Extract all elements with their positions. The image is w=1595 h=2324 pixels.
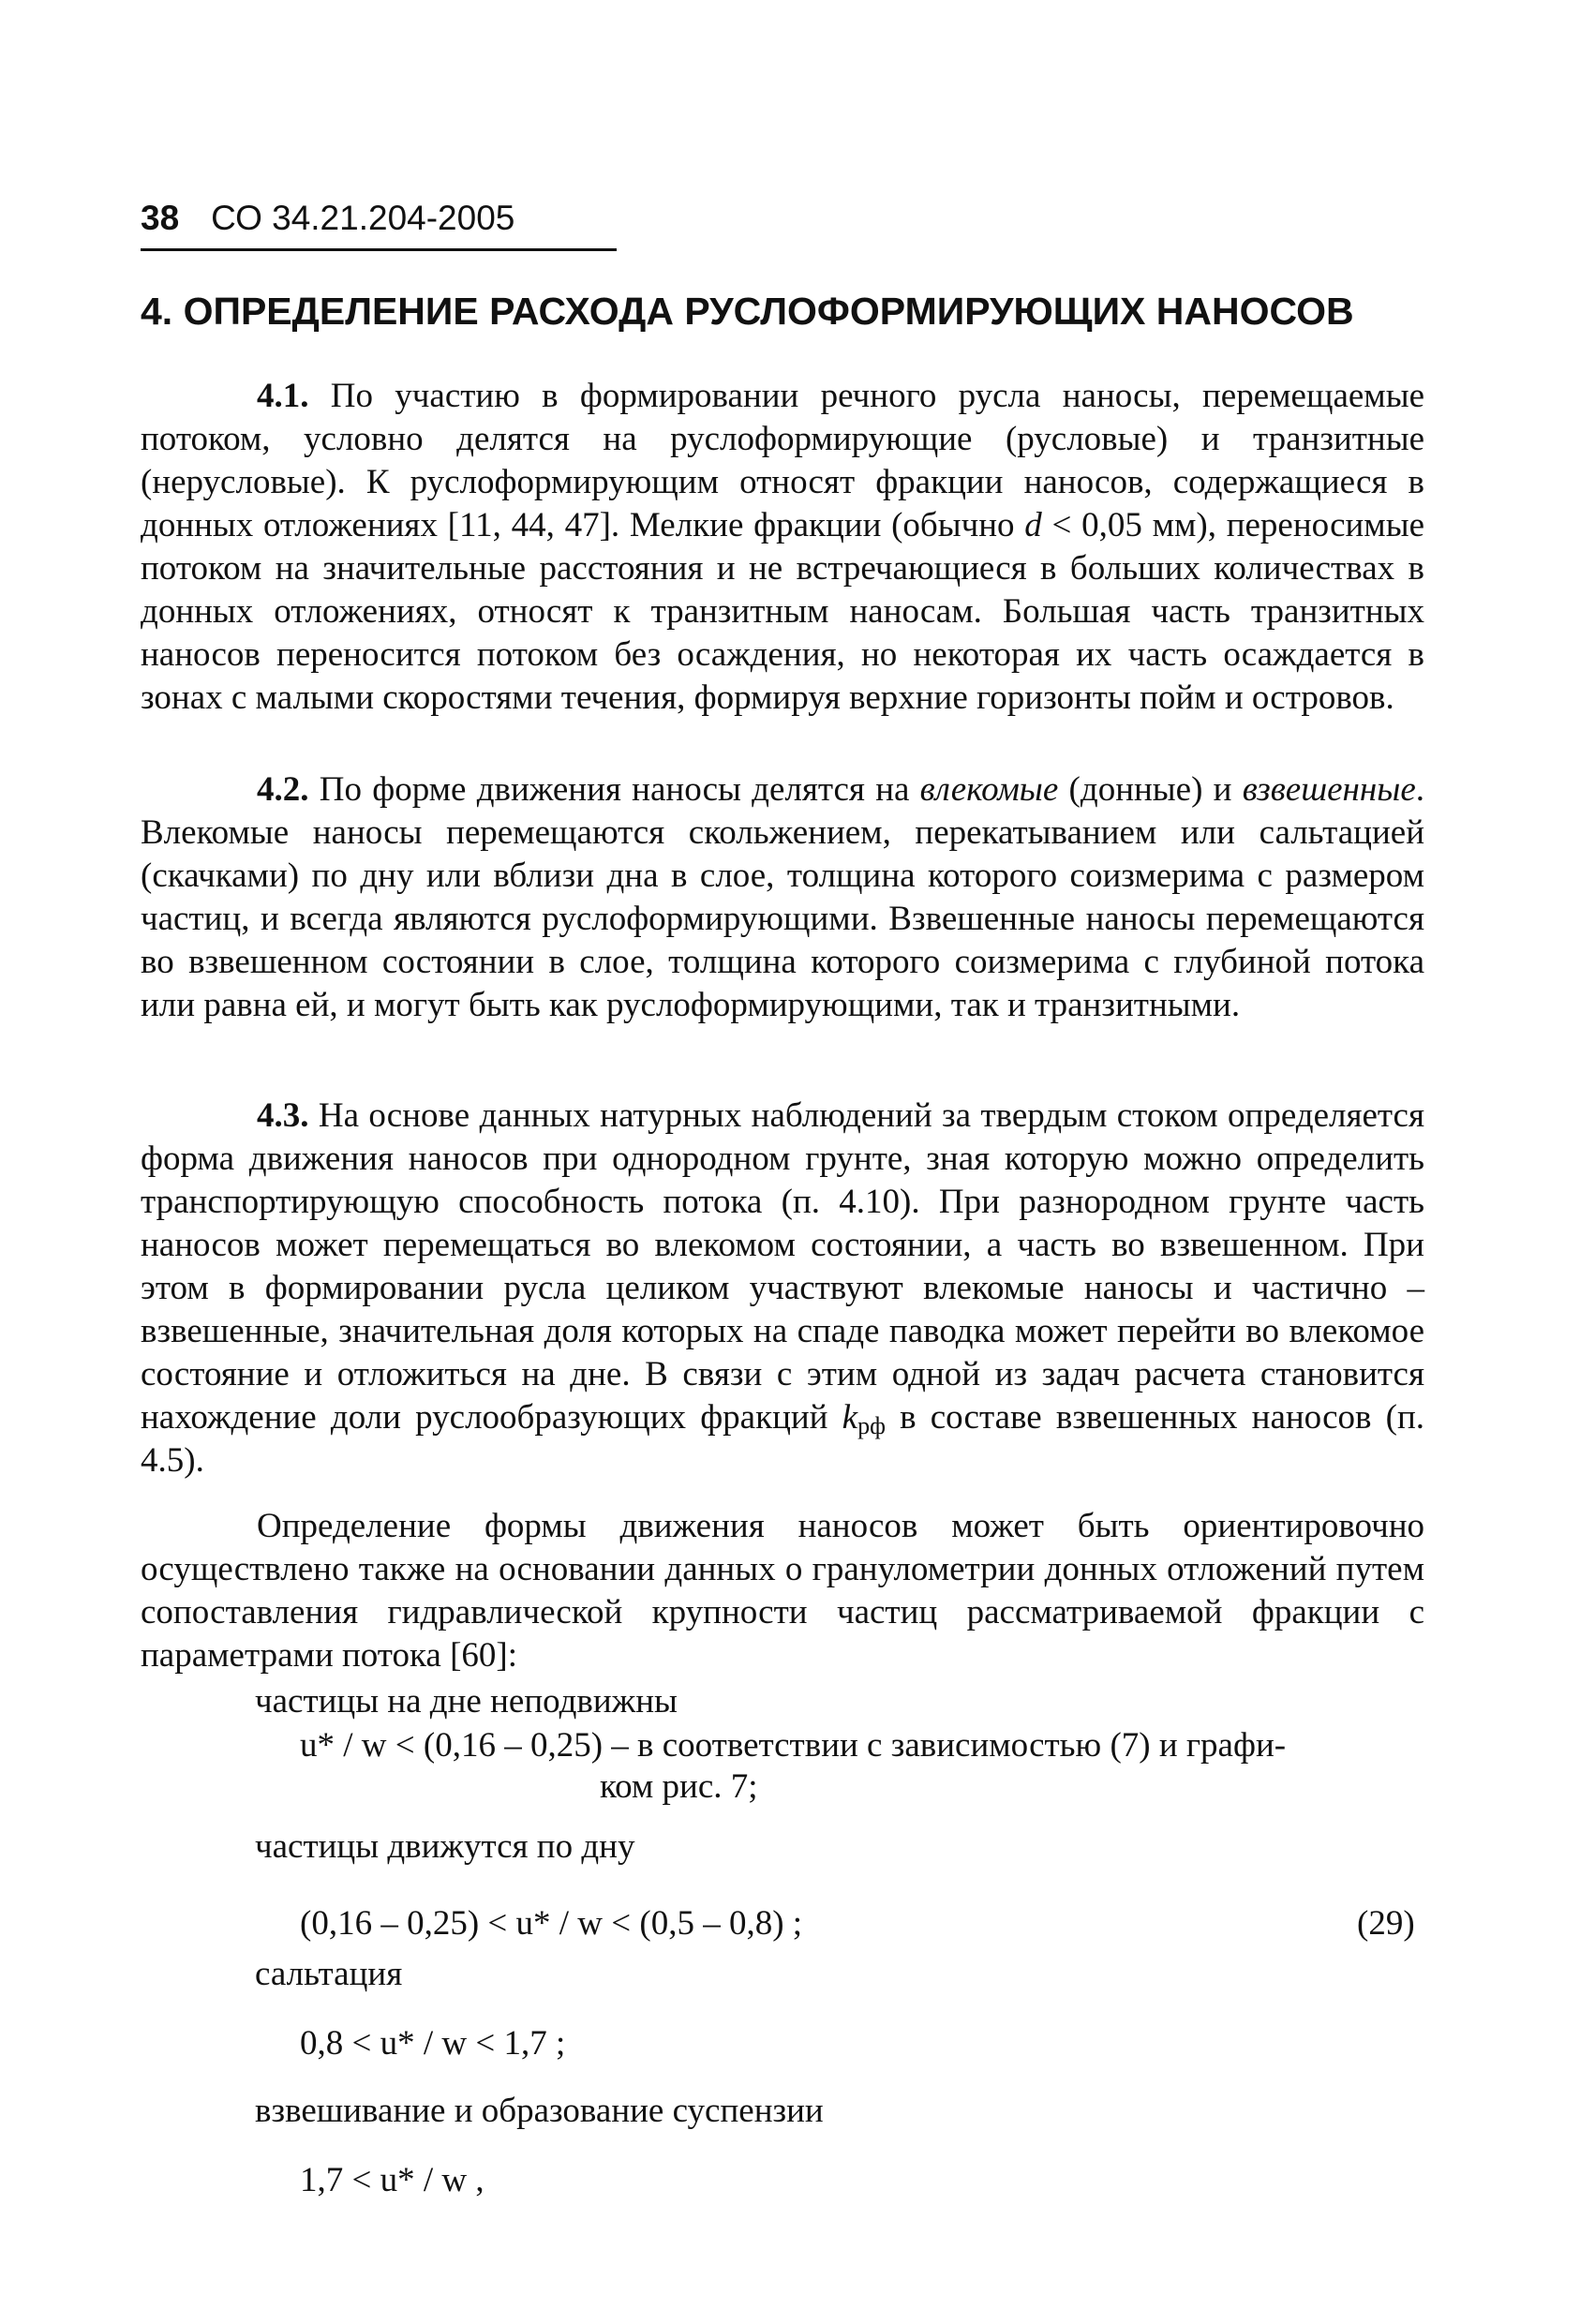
paragraph-4-2 (141, 768, 1424, 1027)
page-number: 38 (141, 199, 180, 237)
clause-number: 4.2. (257, 770, 309, 809)
document-code: СО 34.21.204-2005 (211, 199, 515, 237)
paragraph-text: По форме движения наносы делятся на (319, 770, 910, 809)
section-title: 4. ОПРЕДЕЛЕНИЕ РАСХОДА РУСЛОФОРМИРУЮЩИХ НАНОСОВ (141, 290, 1354, 333)
condition-formula: 1,7 < u* / w , (300, 2161, 484, 2199)
paragraph-4-3-continued (141, 1505, 1424, 1677)
paragraph-text: (донные) и (1068, 770, 1232, 809)
paragraph-text: в составе взвешенных наносов (п. 4.5). (141, 1398, 1424, 1480)
paragraph-text: На основе данных натурных наблюдений за твердым стоком определяется форма движения наносов при однородном грунте, зная которую можно определить транспортирующую способность потока (п. 4.10). При разнородном грунте часть наносов может перемещаться во влекомом состоянии, а часть во взвешенном. При этом в формировании русла целиком участвуют влекомые наносы и частично – взвешенные, значительная доля которых на спаде паводка может перейти во влекомое состояние и отложиться на дне. В связи с этим одной из задач расчета становится нахождение доли руслообразующих фракций (141, 1096, 1424, 1437)
condition-formula: u* / w < (0,16 – 0,25) – в соответствии с зависимостью (7) и графи- (300, 1726, 1287, 1765)
variable-k: k (842, 1398, 858, 1437)
condition-formula-continued: ком рис. 7; (600, 1767, 758, 1806)
clause-number: 4.1. (257, 377, 309, 415)
paragraph-4-3 (141, 1095, 1424, 1482)
condition-formula: 0,8 < u* / w < 1,7 ; (300, 2024, 566, 2063)
equation-number: (29) (1357, 1904, 1415, 1943)
paragraph-text: . Влекомые наносы перемещаются скольжением, перекатыванием или сальтацией (скачками) по дну или вблизи дна в слое, толщина которого соизмерима с размером частиц, и всегда являются руслоформирующими. Взвешенные наносы перемещаются во взвешенном состоянии в слое, толщина которого соизмерима с глубиной потока или равна ей, и могут быть как руслоформирующими, так и транзитными. (141, 770, 1424, 1024)
clause-number: 4.3. (257, 1096, 309, 1135)
condition-formula: (0,16 – 0,25) < u* / w < (0,5 – 0,8) ; (300, 1904, 803, 1943)
paragraph-text: Определение формы движения наносов может быть ориентировочно осуществлено также на основании данных о гранулометрии донных отложений путем сопоставления гидравлической крупности частиц рассматриваемой фракции с параметрами потока [60]: (141, 1507, 1424, 1675)
variable-k-subscript: рф (857, 1412, 886, 1439)
term-italic: взвешенные (1242, 770, 1416, 809)
condition-label: взвешивание и образование суспензии (255, 2092, 824, 2130)
term-italic: влекомые (919, 770, 1059, 809)
condition-label: частицы на дне неподвижны (255, 1682, 678, 1721)
paragraph-text: По участию в формировании речного русла наносы, перемещаемые потоком, условно делятся на руслоформирующие (русловые) и транзитные (нерусловые). К руслоформирующим относят фракции наносов, содержащиеся в донных отложениях [11, 44, 47]. Мелкие фракции (обычно (141, 377, 1425, 544)
paragraph-text: < 0,05 мм), переносимые потоком на значительные расстояния и не встречающиеся в больших количествах в донных отложениях, относят к транзитным наносам. Большая часть транзитных наносов переносится потоком без осаждения, но некоторая их часть осаждается в зонах с малыми скоростями течения, формируя верхние горизонты пойм и островов. (141, 506, 1424, 717)
variable-d: d (1024, 506, 1042, 544)
condition-label: сальтация (255, 1955, 403, 1993)
running-header (141, 192, 617, 251)
paragraph-4-1 (141, 375, 1424, 720)
condition-label: частицы движутся по дну (255, 1827, 635, 1866)
